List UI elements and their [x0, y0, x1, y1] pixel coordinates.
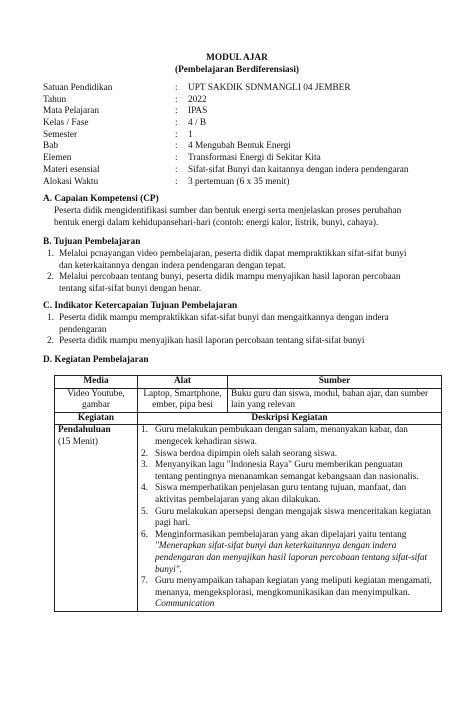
- section-a-line: Peserta didik mengidentifikasi sumber dan bentuk energi serta menjelaskan proses perubahan: [54, 206, 402, 216]
- list-number: 2.: [141, 448, 148, 459]
- list-number: 1.: [47, 313, 54, 323]
- list-number: 1.: [141, 425, 148, 436]
- identity-key: Alokasi Waktu: [43, 176, 99, 187]
- identity-value: Transformasi Energi di Sekitar Kita: [188, 153, 321, 164]
- table-row: [55, 388, 442, 412]
- table-header-row: [55, 412, 442, 425]
- phase-cell: [55, 425, 138, 612]
- activity-step: [141, 507, 438, 530]
- list-number: 1.: [47, 249, 54, 259]
- identity-value: 4 / B: [188, 118, 207, 129]
- col-header-kegiatan: Kegiatan: [55, 412, 138, 425]
- objective-item: [43, 249, 443, 272]
- identity-key: Mata Pelajaran: [43, 106, 100, 117]
- phase-description-cell: [138, 425, 442, 612]
- list-line: Peserta didik mampu mempraktikkan sifat-sifat bunyi dan mengaitkannya dengan indera: [59, 313, 389, 323]
- section-d-heading: D. Kegiatan Pembelajaran: [43, 355, 149, 365]
- identity-row: [43, 153, 408, 165]
- activity-step: [141, 460, 438, 483]
- identity-separator: :: [175, 164, 178, 175]
- identity-key: Semester: [43, 129, 78, 140]
- identity-separator: :: [175, 94, 178, 105]
- sumber-cell: [228, 388, 442, 412]
- list-line-italic: pendengaran dan menyajikan hasil laporan percobaan tentang sifat-sifat: [155, 552, 428, 563]
- list-number: 7.: [141, 576, 148, 587]
- phase-time: (15 Menit): [58, 436, 99, 447]
- alat-line: Laptop, Smartphone,: [143, 388, 222, 399]
- list-line: Melalui percobaan tentang bunyi, peserta didik mampu menyajikan hasil laporan percobaan: [59, 272, 401, 283]
- section-b-list: [43, 249, 443, 295]
- list-line: Siswa berdoa dipimpin oleh salah seorang siswa.: [155, 448, 338, 459]
- identity-value: 4 Mengubah Bentuk Energi: [188, 141, 291, 152]
- identity-key: Elemen: [43, 153, 72, 164]
- list-number: 5.: [141, 506, 148, 517]
- list-number: 4.: [141, 483, 148, 494]
- identity-row: [43, 165, 408, 177]
- media-cell: [55, 388, 138, 412]
- document-subtitle: (Pembelajaran Berdiferensiasi): [174, 65, 300, 75]
- identity-value: 3 pertemuan (6 x 35 menit): [188, 176, 290, 187]
- list-number: 3.: [141, 460, 148, 471]
- phase-name: Pendahuluan: [58, 425, 111, 436]
- section-a-text: [54, 206, 434, 229]
- identity-key: Tahun: [43, 94, 67, 105]
- list-text: [59, 272, 443, 295]
- indicator-item: [43, 313, 443, 336]
- col-header-alat: Alat: [138, 376, 228, 389]
- table-row: [55, 425, 442, 612]
- list-text: [59, 336, 443, 348]
- section-a-line: bentuk energi dalam kehidupansehari-hari (contoh: energi kalor, listrik, bunyi, cahaya).: [54, 217, 379, 228]
- alat-line: ember, pipa besi: [152, 400, 213, 411]
- identity-value: Sifat-sifat Bunyi dan kaitannya dengan indera pendengaran: [188, 164, 409, 175]
- list-text: [155, 507, 438, 530]
- identity-value: 1: [188, 129, 193, 140]
- identity-value: IPAS: [188, 106, 208, 117]
- indicator-item: [43, 336, 443, 348]
- list-text: [155, 483, 438, 506]
- identity-separator: :: [175, 153, 178, 164]
- activity-step: [141, 449, 438, 461]
- section-c-heading: C. Indikator Ketercapaian Tujuan Pembelajaran: [43, 301, 238, 311]
- list-text: [155, 530, 438, 576]
- identity-separator: :: [175, 141, 178, 152]
- identity-separator: :: [175, 129, 178, 140]
- list-line: Guru menyampaikan tahapan kegiatan yang meliputi kegiatan mengamati,: [155, 576, 432, 587]
- document-title: MODUL AJAR: [206, 53, 268, 63]
- table-header-row: [55, 376, 442, 389]
- list-line: aktivitas pembelajaran yang akan dilakukan.: [155, 494, 321, 505]
- list-line: tentang pentingnya menanamkan semangat kebangsaan dan nasionalis.: [155, 471, 419, 482]
- identity-key: Kelas / Fase: [43, 118, 89, 129]
- list-line-italic: Communication: [155, 599, 215, 610]
- identity-row: [43, 83, 408, 95]
- activity-step: [141, 530, 438, 576]
- activity-step: [141, 576, 438, 611]
- identity-key: Materi esensial: [43, 164, 100, 175]
- list-line: Siswa memperhatikan penjelasan guru tentang tujuan, manfaat, dan: [155, 483, 407, 494]
- list-line: pendengaran: [59, 324, 107, 335]
- list-line: Guru melakukan pembukaan dengan salam, menanyakan kabar, dan: [155, 425, 408, 436]
- list-text: [155, 449, 438, 461]
- identity-row: [43, 130, 408, 142]
- activity-step: [141, 483, 438, 506]
- list-line-italic: "Menerapkan sifat-sifat bunyi dan keterkaitannya dengan indera: [155, 541, 397, 552]
- list-line: Melalui pcnayangan video pembelajaran, peserta didik dapat mempraktikkan sifat-sifat bunyi: [59, 249, 407, 259]
- identity-value: 2022: [188, 94, 207, 105]
- list-number: 2.: [47, 336, 54, 347]
- activity-step: [141, 425, 438, 448]
- identity-row: [43, 177, 408, 189]
- objective-item: [43, 272, 443, 295]
- col-header-sumber: Sumber: [228, 376, 442, 389]
- sumber-line: Buku guru dan siswa, modul, bahan ajar, dan sumber: [231, 388, 429, 399]
- list-line: Peserta didik mampu menyajikan hasil laporan percobaan tentang sifat-sifat bunyi: [59, 336, 365, 347]
- alat-cell: [138, 388, 228, 412]
- media-line: Video Youtube,: [67, 388, 125, 399]
- list-text: [155, 425, 438, 448]
- col-header-deskripsi: Deskripsi Kegiatan: [138, 412, 442, 425]
- list-text: [59, 249, 443, 272]
- media-line: gambar: [82, 400, 110, 411]
- list-text: [59, 313, 443, 336]
- list-text: [155, 576, 438, 611]
- list-line: mengecek kehadiran siswa.: [155, 436, 257, 447]
- section-c-list: [43, 313, 443, 348]
- identity-value: UPT SAKDIK SDNMANGLI 04 JEMBER: [188, 83, 351, 93]
- identity-separator: :: [175, 118, 178, 129]
- identity-row: [43, 141, 408, 153]
- identity-row: [43, 118, 408, 130]
- activity-table: [54, 375, 442, 612]
- identity-row: [43, 106, 408, 118]
- list-line-italic: bunyi".: [155, 564, 182, 575]
- list-line: menanya, mengeksplorasi, mengkomunikasikan dan menyimpulkan.: [155, 587, 410, 598]
- list-line: pagi hari.: [155, 518, 191, 529]
- list-line: Menginformasikan pembelajaran yang akan dipelajari yaitu tentang: [155, 529, 407, 540]
- identity-table: [43, 83, 408, 188]
- list-text: [155, 460, 438, 483]
- section-a-heading: A. Capaian Kompetensi (CP): [43, 194, 159, 204]
- list-number: 6.: [141, 529, 148, 540]
- identity-separator: :: [175, 83, 178, 93]
- identity-separator: :: [175, 106, 178, 117]
- identity-key: Satuan Pendidikan: [43, 83, 113, 93]
- identity-row: [43, 95, 408, 107]
- list-line: tentang sifat-sifat bunyi dengan benar.: [59, 283, 202, 294]
- list-line: Menyanyikan lagu "Indonesia Raya" Guru memberikan penguatan: [155, 460, 403, 471]
- sumber-line: lain yang relevan: [231, 400, 296, 411]
- list-line: dan keterkaitannya dengan indera pendengaran dengan tepat.: [59, 260, 286, 271]
- list-line: Guru melakukan apersepsi dengan mengajak siswa menceritakan kegiatan: [155, 506, 431, 517]
- identity-key: Bab: [43, 141, 58, 152]
- list-number: 2.: [47, 272, 54, 283]
- identity-separator: :: [175, 176, 178, 187]
- section-b-heading: B. Tujuan Pembelajaran: [43, 237, 141, 247]
- col-header-media: Media: [55, 376, 138, 389]
